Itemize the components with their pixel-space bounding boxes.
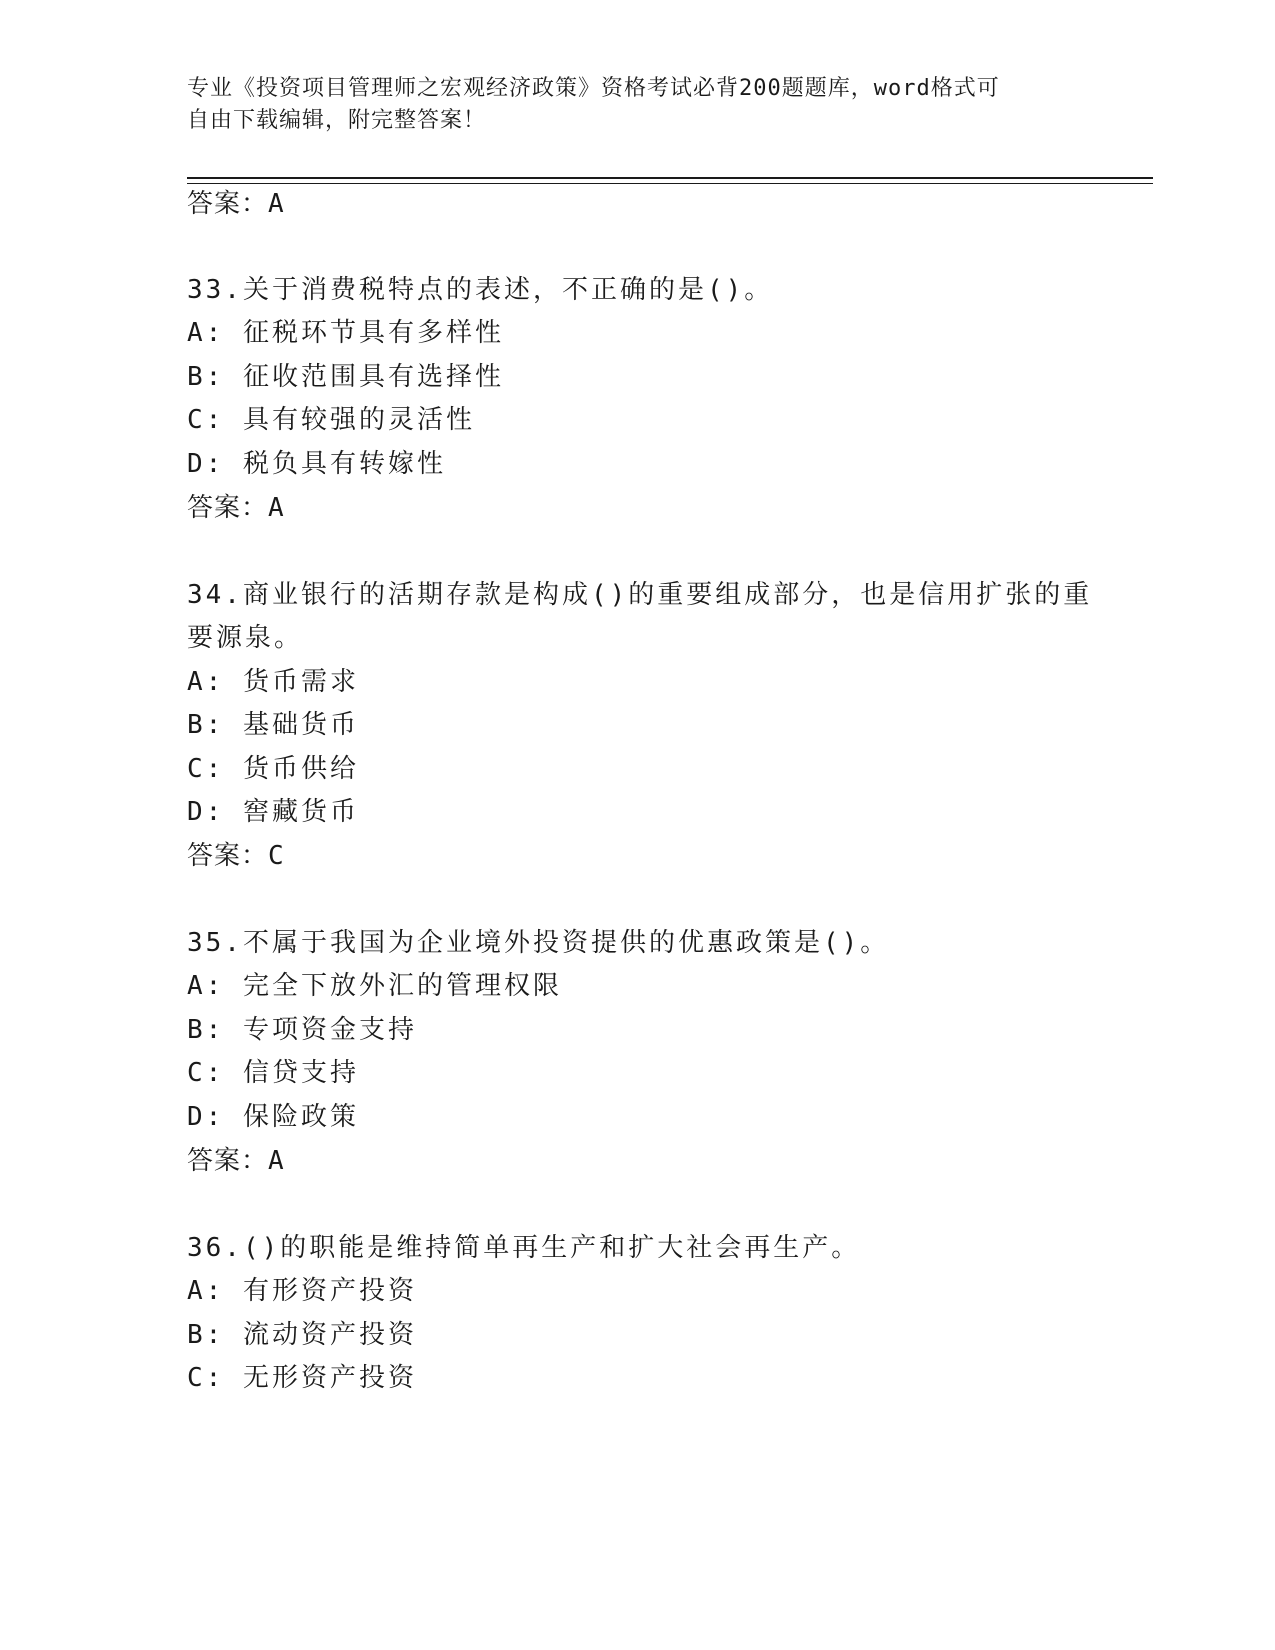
option-35-c: C: 信贷支持 (187, 1058, 359, 1088)
option-35-a: A: 完全下放外汇的管理权限 (187, 971, 562, 1001)
option-34-b: B: 基础货币 (187, 710, 359, 740)
question-35: 35.不属于我国为企业境外投资提供的优惠政策是()。 (187, 928, 890, 958)
answer-value: A (268, 1146, 285, 1176)
answer-value: A (268, 493, 285, 523)
answer-33 (187, 491, 285, 525)
header-divider-thin (187, 183, 1153, 184)
option-35-d: D: 保险政策 (187, 1102, 359, 1132)
header-divider-thick (187, 177, 1153, 179)
answer-value: C (268, 841, 285, 871)
answer-label: 答案： (187, 189, 269, 219)
answer-value: A (268, 189, 285, 219)
option-33-d: D: 税负具有转嫁性 (187, 449, 446, 479)
header-line-2: 自由下载编辑，附完整答案！ (187, 108, 487, 133)
option-34-c: C: 货币供给 (187, 754, 359, 784)
question-36: 36.()的职能是维持简单再生产和扩大社会再生产。 (187, 1233, 861, 1263)
document-header (187, 73, 1087, 137)
option-35-b: B: 专项资金支持 (187, 1015, 417, 1045)
answer-32 (187, 187, 285, 221)
answer-35 (187, 1144, 285, 1178)
option-34-a: A: 货币需求 (187, 667, 359, 697)
option-33-c: C: 具有较强的灵活性 (187, 405, 475, 435)
option-34-d: D: 窖藏货币 (187, 797, 359, 827)
question-34-line-2: 要源泉。 (187, 623, 304, 653)
answer-34 (187, 839, 285, 873)
answer-label: 答案： (187, 841, 269, 871)
option-33-b: B: 征收范围具有选择性 (187, 362, 504, 392)
question-34-line-1: 34.商业银行的活期存款是构成()的重要组成部分，也是信用扩张的重 (187, 580, 1093, 610)
option-33-a: A: 征税环节具有多样性 (187, 318, 504, 348)
option-36-a: A: 有形资产投资 (187, 1276, 417, 1306)
answer-label: 答案： (187, 493, 269, 523)
option-36-c: C: 无形资产投资 (187, 1363, 417, 1393)
option-36-b: B: 流动资产投资 (187, 1320, 417, 1350)
header-line-1: 专业《投资项目管理师之宏观经济政策》资格考试必背200题题库，word格式可 (187, 76, 1000, 101)
answer-label: 答案： (187, 1146, 269, 1176)
question-33: 33.关于消费税特点的表述，不正确的是()。 (187, 275, 774, 305)
